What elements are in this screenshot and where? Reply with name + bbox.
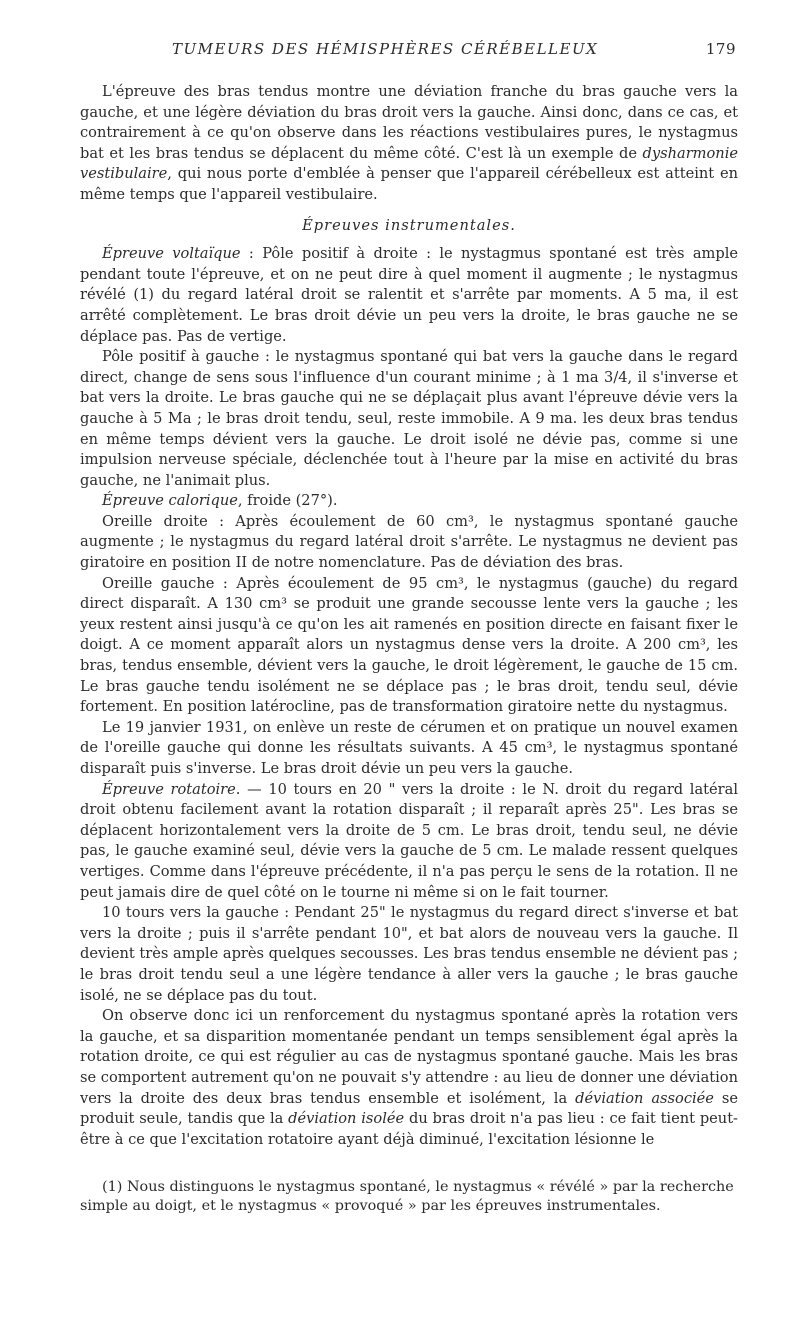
italic-term: déviation associée [575, 1089, 714, 1107]
paragraph-text: L'épreuve des bras tendus montre une déviation franche du bras gauche vers la gauche, et une légère déviation du bras droit vers la gauche. Ainsi donc, dans ce cas, et contrairement à ce qu'on observe dans les réactions vestibulaires pures, le nystagmus bat et les bras tendus se déplacent du même côté. C'est là un exemple de [80, 83, 738, 162]
footnote [80, 1178, 738, 1216]
running-head-title: TUMEURS DES HÉMISPHÈRES CÉRÉBELLEUX [172, 40, 599, 58]
paragraph-text: se produit seule, tandis que la [80, 1089, 738, 1128]
paragraph-epreuve-calorique [80, 491, 738, 512]
paragraph-text: : Pôle positif à droite : le nystagmus spontané est très ample pendant toute l'épreuve, et on ne peut dire à quel moment il augmente ; le nystagmus révélé (1) du regard latéral droit se ralentit et s'arrête par moments. A 5 ma, il est arrêté complètement. Le bras droit dévie un peu vers la droite, le bras gauche ne se déplace pas. Pas de vertige. [80, 245, 738, 345]
paragraph-oreille-droite: Oreille droite : Après écoulement de 60 cm³, le nystagmus spontané gauche augmente ; le nystagmus du regard latéral droit s'arrête. Le nystagmus ne devient pas giratoire en position II de notre nomenclature. Pas de déviation des bras. [80, 512, 738, 572]
paragraph-text: On observe donc ici un renforcement du nystagmus spontané après la rotation vers la gauche, et sa disparition momentanée pendant un temps sensiblement égal après la rotation droite, ce qui est régulier au cas de nystagmus spontané gauche. Mais les bras se comportent autrement qu'on ne pouvait s'y attendre : au lieu de donner une déviation vers la droite des deux bras tendus ensemble et isolément, la [80, 1007, 738, 1107]
running-head [80, 40, 738, 62]
paragraph-intro [80, 82, 738, 206]
italic-label: Épreuve rotatoire [102, 780, 236, 798]
paragraph-text: . — 10 tours en 20 " vers la droite : le N. droit du regard latéral droit obtenu facilement avant la rotation disparaît ; il reparaît après 25". Les bras se déplacent horizontalement vers la droite de 5 cm. Le bras droit, tendu seul, ne dévie pas, le gauche examiné seul, dévie vers la gauche de 5 cm. Le malade ressent quelques vertiges. Comme dans l'épreuve précédente, il n'a pas perçu le sens de la rotation. Il ne peut jamais dire de quel côté on le tourne ni même si on le fait tourner. [80, 780, 738, 901]
body-text [80, 82, 738, 1150]
page-number: 179 [705, 40, 736, 58]
paragraph-oreille-gauche: Oreille gauche : Après écoulement de 95 cm³, le nystagmus (gauche) du regard direct disparaît. A 130 cm³ se produit une grande secousse lente vers la gauche ; les yeux restent ainsi jusqu'à ce qu'on les ait ramenés en position directe en faisant fixer le doigt. A ce moment apparaît alors un nystagmus dense vers la droite. A 200 cm³, les bras, tendus ensemble, dévient vers la gauche, le droit légèrement, le gauche de 15 cm. Le bras gauche tendu isolément ne se déplace pas ; le bras droit, tendu seul, dévie fortement. En position latérocline, pas de transformation giratoire nette du nystagmus. [80, 574, 738, 716]
italic-term: dysharmonie vestibulaire [80, 144, 738, 183]
paragraph-text: du bras droit n'a pas lieu : ce fait tient peut-être à ce que l'excitation rotatoire ayant déjà diminué, l'excitation lésionne le [80, 1110, 738, 1148]
paragraph-epreuve-voltaique [80, 244, 738, 347]
paragraph-epreuve-rotatoire [80, 780, 738, 904]
paragraph-19-janvier: Le 19 janvier 1931, on enlève un reste de cérumen et on pratique un nouvel examen de l'oreille gauche qui donne les résultats suivants. A 45 cm³, le nystagmus spontané disparaît puis s'inverse. Le bras droit dévie un peu vers la gauche. [80, 718, 738, 777]
paragraph-text: , qui nous porte d'emblée à penser que l'appareil cérébelleux est atteint en même temps que l'appareil vestibulaire. [80, 165, 738, 203]
paragraph-dix-tours-gauche: 10 tours vers la gauche : Pendant 25" le nystagmus du regard direct s'inverse et bat vers la droite ; puis il s'arrête pendant 10", et bat alors de nouveau vers la gauche. Il devient très ample après quelques secousses. Les bras tendus ensemble ne dévient pas ; le bras droit tendu seul a une légère tendance à aller vers la gauche ; le bras gauche isolé, ne se déplace pas du tout. [80, 904, 738, 1004]
footnote-text: (1) Nous distinguons le nystagmus spontané, le nystagmus « révélé » par la recherche simple au doigt, et le nystagmus « provoqué » par les épreuves instrumentales. [80, 1179, 734, 1215]
paragraph-conclusion [80, 1006, 738, 1150]
italic-label: Épreuve voltaïque [102, 245, 241, 263]
section-title: Épreuves instrumentales. [302, 216, 516, 234]
italic-label: Épreuve calorique [102, 492, 238, 510]
paragraph-text: , froide (27°). [237, 492, 338, 510]
italic-term: déviation isolée [288, 1110, 405, 1128]
paragraph-pole-gauche: Pôle positif à gauche : le nystagmus spontané qui bat vers la gauche dans le regard direct, change de sens sous l'influence d'un courant minime ; à 1 ma 3/4, il s'inverse et bat vers la droite. Le bras gauche qui ne se déplaçait plus avant l'épreuve dévie vers la gauche à 5 Ma ; le bras droit tendu, seul, reste immobile. A 9 ma. les deux bras tendus en même temps dévient vers la gauche. Le droit isolé ne dévie pas, comme si une impulsion nerveuse spéciale, déclenchée tout à l'heure par la mise en activité du bras gauche, ne l'animait plus. [80, 348, 738, 489]
